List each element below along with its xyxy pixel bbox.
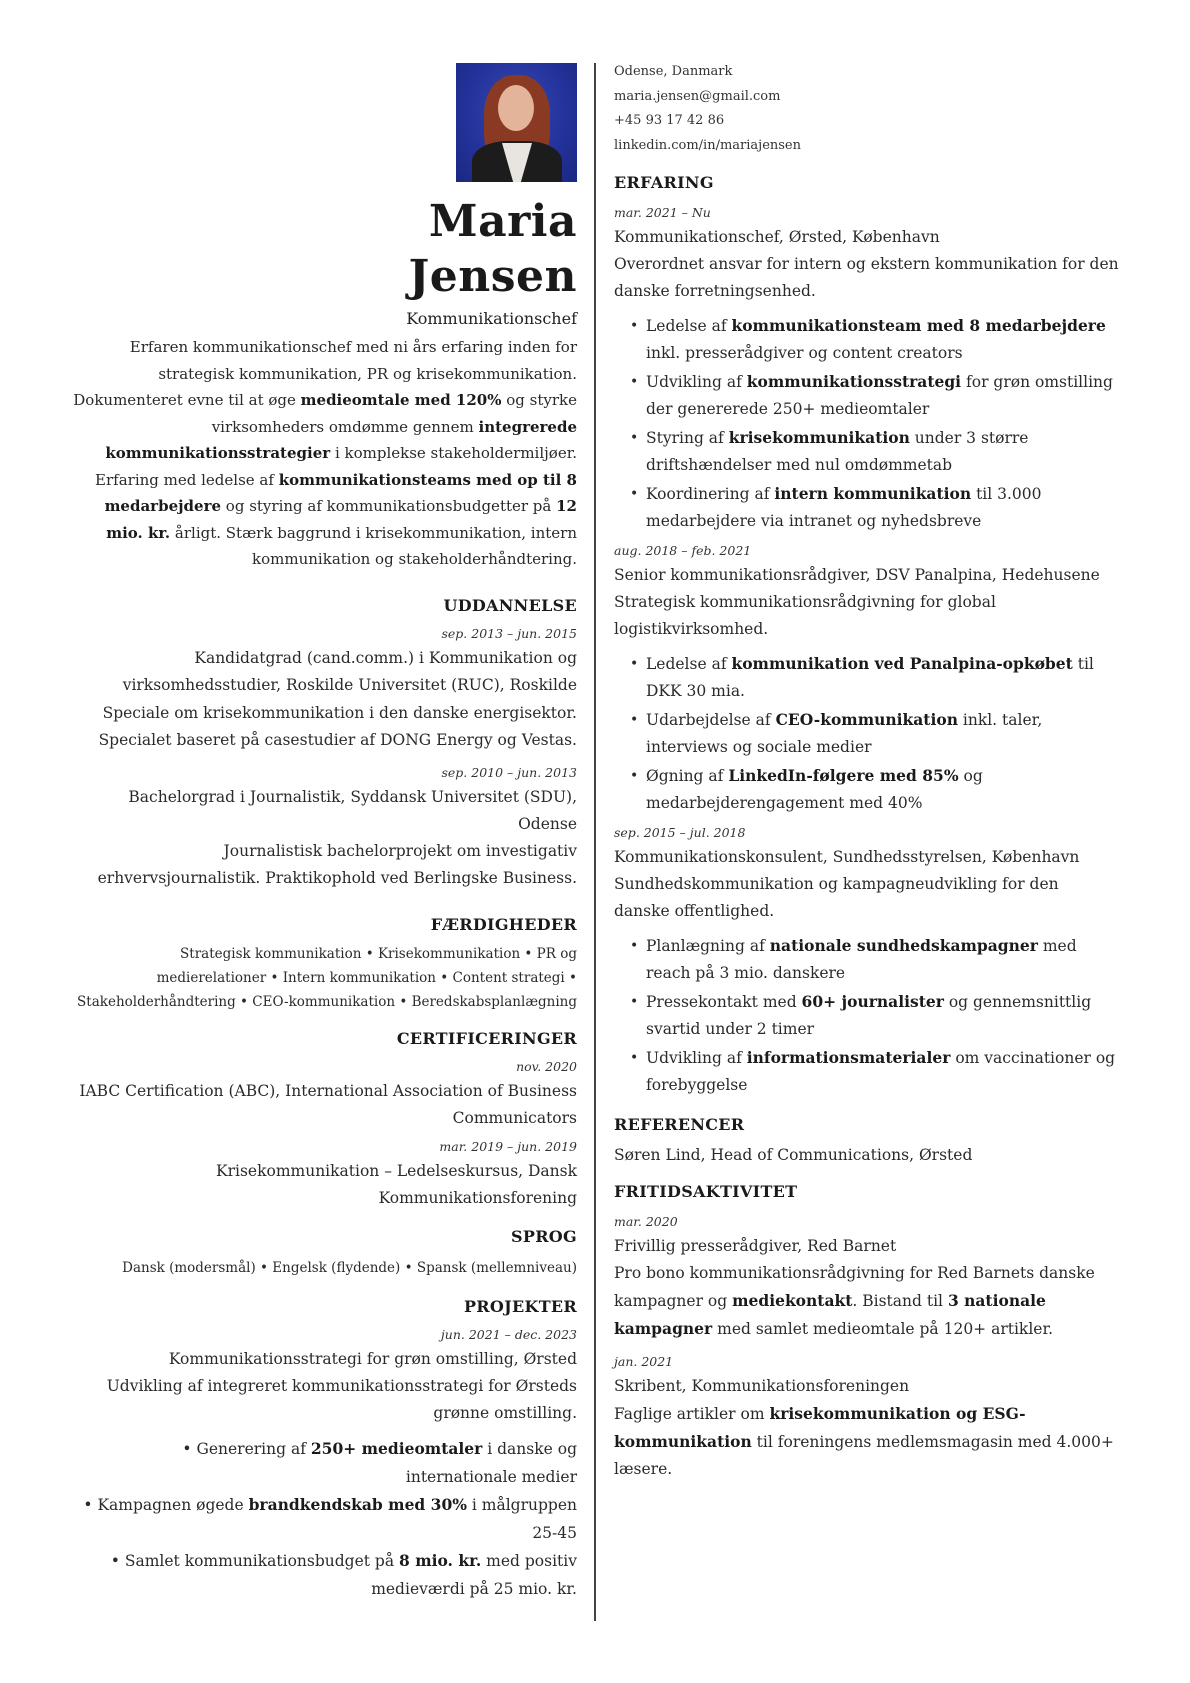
bullet-highlight: LinkedIn-følgere med 85% bbox=[728, 766, 959, 785]
entry-title: IABC Certification (ABC), International Association of Business Communicators bbox=[79, 1081, 577, 1127]
desc-text: med samlet medieomtale på 120+ artikler. bbox=[712, 1320, 1054, 1338]
summary-text: i komplekse stakeholdermiljøer. Erfaring med ledelse af bbox=[95, 444, 577, 489]
summary-highlight: 12 mio. kr. bbox=[106, 497, 577, 542]
job-title: Kommunikationschef bbox=[406, 309, 577, 328]
left-column bbox=[72, 63, 577, 1603]
profile-photo bbox=[456, 63, 577, 182]
bullet-item bbox=[72, 1435, 577, 1491]
languages-section bbox=[72, 1226, 577, 1280]
bullet-text: Pressekontakt med bbox=[646, 993, 802, 1011]
bullet-item bbox=[614, 481, 1119, 534]
experience-entry bbox=[614, 204, 1119, 534]
entry-date: sep. 2015 – jul. 2018 bbox=[614, 825, 746, 840]
desc-highlight: mediekontakt bbox=[732, 1291, 853, 1310]
desc-highlight: 3 nationale kampagner bbox=[614, 1291, 1046, 1338]
bullet-text: Udarbejdelse af bbox=[646, 711, 776, 729]
bullet-text: • Generering af bbox=[182, 1439, 311, 1458]
summary-text: årligt. Stærk baggrund i krisekommunikation, intern kommunikation og stakeholderhåndtering. bbox=[170, 523, 577, 568]
contact-linkedin[interactable]: linkedin.com/in/mariajensen bbox=[614, 137, 802, 153]
bullet-highlight: 60+ journalister bbox=[801, 992, 944, 1011]
entry-bullets bbox=[614, 313, 1119, 534]
bullet-text: inkl. presserådgiver og content creators bbox=[646, 343, 963, 362]
entry-date: jun. 2021 – dec. 2023 bbox=[440, 1326, 577, 1342]
bullet-text: Planlægning af bbox=[646, 937, 770, 955]
contact-info bbox=[614, 60, 1119, 158]
bullet-text: inkl. taler, interviews og sociale medier bbox=[646, 711, 1043, 756]
bullet-text: til DKK 30 mia. bbox=[646, 655, 1094, 700]
leisure-section bbox=[614, 1181, 1119, 1483]
bullet-text: under 3 større driftshændelser med nul omdømmetab bbox=[646, 429, 1029, 474]
bullet-item bbox=[614, 651, 1119, 704]
bullet-text: Styring af bbox=[646, 429, 729, 447]
bullet-text: og medarbejderengagement med 40% bbox=[646, 767, 983, 812]
bullet-item bbox=[72, 1547, 577, 1603]
summary bbox=[72, 334, 577, 573]
entry-description: Strategisk kommunikationsrådgivning for global logistikvirksomhed. bbox=[614, 593, 996, 638]
bullet-highlight: 250+ medieomtaler bbox=[310, 1438, 483, 1458]
desc-text: Faglige artikler om bbox=[614, 1405, 770, 1423]
education-entry bbox=[72, 764, 577, 892]
column-divider bbox=[594, 63, 596, 1621]
bullet-item bbox=[614, 989, 1119, 1042]
bullet-highlight: kommunikationsstrategi bbox=[746, 372, 962, 391]
bullet-text: i målgruppen 25-45 bbox=[466, 1495, 577, 1542]
skills-list: Strategisk kommunikation • Krisekommunikation • PR og medierelationer • Intern kommunikation • Content strategi • Stakeholderhåndtering • CEO-kommunikation • Beredskabsplanlægning bbox=[77, 945, 577, 1010]
entry-description: Sundhedskommunikation og kampagneudvikling for den danske offentlighed. bbox=[614, 875, 1059, 920]
entry-date: aug. 2018 – feb. 2021 bbox=[614, 543, 752, 558]
entry-description bbox=[614, 1400, 1119, 1483]
summary-text: og styrke virksomheders omdømme gennem bbox=[211, 391, 577, 436]
bullet-item bbox=[614, 1045, 1119, 1098]
entry-description: Journalistisk bachelorprojekt om investigativ erhvervsjournalistik. Praktikophold ved Berlingske Business. bbox=[97, 841, 577, 887]
bullet-highlight: intern kommunikation bbox=[774, 484, 972, 503]
entry-title: Kandidatgrad (cand.comm.) i Kommunikation og virksomhedsstudier, Roskilde Universitet (RUC), Roskilde bbox=[122, 648, 577, 694]
entry-date: mar. 2020 bbox=[614, 1214, 678, 1229]
references-heading: REFERENCER bbox=[614, 1115, 745, 1134]
experience-entry bbox=[614, 824, 1119, 1098]
summary-text: og styring af kommunikationsbudgetter på bbox=[221, 497, 557, 515]
experience-section bbox=[614, 172, 1119, 1098]
bullet-highlight: krisekommunikation bbox=[728, 428, 910, 447]
leisure-heading: FRITIDSAKTIVITET bbox=[614, 1182, 798, 1201]
entry-date: sep. 2010 – jun. 2013 bbox=[441, 764, 577, 780]
experience-entry bbox=[614, 542, 1119, 816]
photo-face bbox=[498, 85, 534, 131]
references-section bbox=[614, 1114, 1119, 1169]
entry-bullets bbox=[614, 651, 1119, 816]
languages-heading: SPROG bbox=[511, 1226, 577, 1246]
entry-title: Kommunikationskonsulent, Sundhedsstyrelsen, København bbox=[614, 848, 1080, 866]
bullet-item bbox=[614, 425, 1119, 478]
bullet-text: • Kampagnen øgede bbox=[83, 1495, 249, 1514]
summary-highlight: kommunikationsteams med op til 8 medarbejdere bbox=[104, 470, 577, 515]
entry-date: nov. 2020 bbox=[516, 1058, 577, 1074]
bullet-text: med reach på 3 mio. danskere bbox=[646, 937, 1077, 982]
skills-heading: FÆRDIGHEDER bbox=[430, 914, 577, 934]
languages-list: Dansk (modersmål) • Engelsk (flydende) • Spansk (mellemniveau) bbox=[122, 1259, 577, 1276]
project-entry bbox=[72, 1326, 577, 1603]
bullet-highlight: nationale sundhedskampagner bbox=[769, 936, 1038, 955]
bullet-text: for grøn omstilling der genererede 250+ medieomtaler bbox=[646, 373, 1113, 418]
entry-title: Krisekommunikation – Ledelseskursus, Dansk Kommunikationsforening bbox=[216, 1161, 577, 1207]
bullet-highlight: informationsmaterialer bbox=[746, 1048, 951, 1067]
bullet-text: i danske og internationale medier bbox=[405, 1439, 577, 1486]
entry-title: Bachelorgrad i Journalistik, Syddansk Universitet (SDU), Odense bbox=[128, 787, 577, 833]
bullet-text: Øgning af bbox=[646, 767, 729, 785]
bullet-item bbox=[614, 763, 1119, 816]
bullet-highlight: CEO-kommunikation bbox=[775, 710, 958, 729]
bullet-item bbox=[614, 933, 1119, 986]
bullet-item bbox=[614, 313, 1119, 366]
bullet-text: Ledelse af bbox=[646, 317, 732, 335]
bullet-text: Ledelse af bbox=[646, 655, 732, 673]
projects-section bbox=[72, 1296, 577, 1603]
summary-highlight: medieomtale med 120% bbox=[300, 391, 502, 409]
entry-description: Udvikling af integreret kommunikationsstrategi for Ørsteds grønne omstilling. bbox=[106, 1376, 577, 1422]
entry-title: Skribent, Kommunikationsforeningen bbox=[614, 1377, 910, 1395]
bullet-highlight: kommunikation ved Panalpina-opkøbet bbox=[731, 654, 1073, 673]
desc-highlight: krisekommunikation og ESG-kommunikation bbox=[614, 1404, 1026, 1451]
skills-section bbox=[72, 914, 577, 1014]
desc-text: . Bistand til bbox=[852, 1292, 948, 1310]
contact-email[interactable]: maria.jensen@gmail.com bbox=[614, 88, 781, 104]
summary-text: Erfaren kommunikationschef med ni års erfaring inden for strategisk kommunikation, PR og krisekommunikation. Dokumenteret evne til at øge bbox=[73, 338, 577, 409]
certifications-section bbox=[72, 1028, 577, 1212]
entry-date: sep. 2013 – jun. 2015 bbox=[441, 625, 577, 641]
bullet-highlight: brandkendskab med 30% bbox=[248, 1494, 467, 1514]
entry-title: Frivillig presserådgiver, Red Barnet bbox=[614, 1237, 897, 1255]
certification-entry bbox=[72, 1138, 577, 1212]
experience-heading: ERFARING bbox=[614, 173, 714, 192]
bullet-highlight: 8 mio. kr. bbox=[399, 1550, 482, 1570]
bullet-text: og gennemsnittlig svartid under 2 timer bbox=[646, 993, 1092, 1038]
bullet-text: om vaccinationer og forebyggelse bbox=[646, 1049, 1116, 1094]
entry-title: Kommunikationschef, Ørsted, København bbox=[614, 228, 940, 246]
reference-item: Søren Lind, Head of Communications, Ørsted bbox=[614, 1146, 973, 1164]
right-column bbox=[614, 60, 1119, 1483]
contact-phone[interactable]: +45 93 17 42 86 bbox=[614, 113, 725, 128]
certifications-heading: CERTIFICERINGER bbox=[396, 1028, 577, 1048]
leisure-entry bbox=[614, 1213, 1119, 1343]
bullet-highlight: kommunikationsteam med 8 medarbejdere bbox=[731, 316, 1106, 335]
bullet-item bbox=[614, 369, 1119, 422]
bullet-text: med positiv medieværdi på 25 mio. kr. bbox=[371, 1551, 577, 1598]
bullet-text: Udvikling af bbox=[646, 1049, 747, 1067]
entry-bullets bbox=[614, 933, 1119, 1098]
first-name: Maria bbox=[428, 196, 577, 247]
projects-heading: PROJEKTER bbox=[463, 1296, 577, 1316]
education-section bbox=[72, 595, 577, 892]
entry-title: Senior kommunikationsrådgiver, DSV Panalpina, Hedehusene bbox=[614, 566, 1100, 584]
bullet-text: Udvikling af bbox=[646, 373, 747, 391]
certification-entry bbox=[72, 1058, 577, 1132]
entry-title: Kommunikationsstrategi for grøn omstilling, Ørsted bbox=[168, 1349, 577, 1368]
leisure-entry bbox=[614, 1353, 1119, 1483]
entry-date: mar. 2021 – Nu bbox=[614, 205, 711, 220]
education-heading: UDDANNELSE bbox=[443, 595, 577, 615]
bullet-item bbox=[614, 707, 1119, 760]
entry-description: Speciale om krisekommunikation i den danske energisektor. Specialet baseret på casestudier af DONG Energy og Vestas. bbox=[98, 703, 577, 749]
bullet-text: til 3.000 medarbejdere via intranet og nyhedsbreve bbox=[646, 485, 1042, 530]
entry-description: Overordnet ansvar for intern og ekstern kommunikation for den danske forretningsenhed. bbox=[614, 255, 1119, 300]
bullet-text: Koordinering af bbox=[646, 485, 775, 503]
entry-date: mar. 2019 – jun. 2019 bbox=[439, 1138, 577, 1154]
desc-text: til foreningens medlemsmagasin med 4.000+ læsere. bbox=[614, 1433, 1114, 1478]
education-entry bbox=[72, 625, 577, 754]
full-name bbox=[72, 194, 577, 304]
summary-highlight: integrerede kommunikationsstrategier bbox=[105, 417, 577, 462]
desc-text: Pro bono kommunikationsrådgivning for Red Barnets danske kampagner og bbox=[614, 1264, 1095, 1310]
contact-location: Odense, Danmark bbox=[614, 64, 733, 79]
last-name: Jensen bbox=[408, 251, 577, 302]
entry-date: jan. 2021 bbox=[614, 1354, 674, 1369]
project-bullets bbox=[72, 1435, 577, 1603]
bullet-item bbox=[72, 1491, 577, 1547]
entry-description bbox=[614, 1260, 1119, 1343]
bullet-text: • Samlet kommunikationsbudget på bbox=[110, 1551, 400, 1570]
